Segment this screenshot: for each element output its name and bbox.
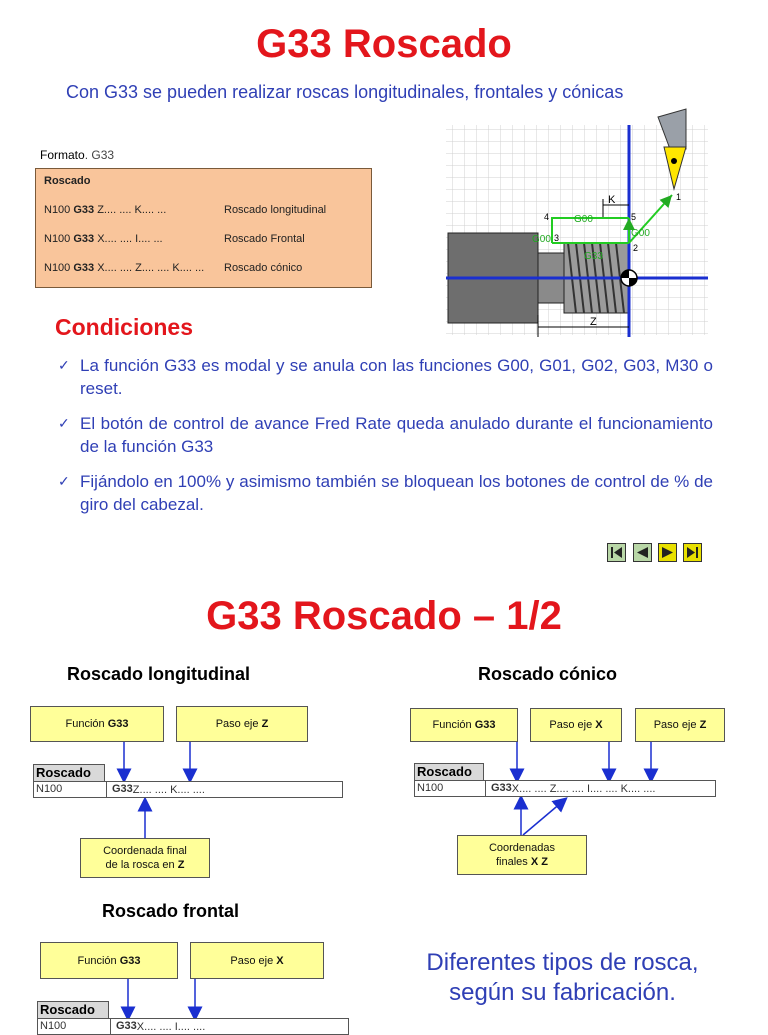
g33-label: G33 — [584, 251, 603, 262]
conico-code-line: N100 G33 X.... .... Z.... .... I.... .... K.... .... — [414, 780, 716, 797]
check-icon: ✓ — [58, 415, 70, 431]
check-icon: ✓ — [58, 473, 70, 489]
check-icon: ✓ — [58, 357, 70, 373]
conico-heading: Roscado cónico — [478, 664, 618, 684]
format-box-header: Roscado — [44, 175, 91, 187]
format-row-1-desc: Roscado longitudinal — [224, 204, 327, 216]
frontal-roscado-label: Roscado — [37, 1001, 109, 1018]
frontal-funcion-box: Función G33 — [40, 942, 178, 979]
conditions-title: Condiciones — [55, 314, 194, 340]
point-1-label: 1 — [676, 192, 682, 202]
conico-coord-box: Coordenadas finales X Z — [457, 835, 587, 875]
g00-right-label: G00 — [631, 228, 650, 239]
point-5-label: 5 — [631, 212, 637, 222]
conico-roscado-label: Roscado — [414, 763, 484, 780]
longitudinal-coord-box: Coordenada final de la rosca en Z — [80, 838, 210, 878]
format-row-3-desc: Roscado cónico — [224, 262, 303, 274]
k-dimension-label: K — [608, 194, 616, 206]
format-row-3: N100 G33 X.... .... Z.... .... K.... ... — [44, 262, 205, 274]
point-3-label: 3 — [554, 233, 560, 243]
condition-2: ✓ El botón de control de avance Fred Rate queda anulado durante el funcionamiento de la función G33 — [58, 414, 713, 456]
format-row-2: N100 G33 X.... .... I.... ... — [44, 233, 163, 245]
z-dimension-label: Z — [590, 316, 597, 328]
diferentes-tipos-text: Diferentes tipos de rosca, según su fabricación. — [426, 949, 699, 1006]
point-2-label: 2 — [633, 243, 639, 253]
formato-value: . G33 — [84, 148, 115, 162]
format-row-1: N100 G33 Z.... .... K.... ... — [44, 204, 167, 216]
conico-pasoz-box: Paso eje Z — [635, 708, 725, 742]
g00-left-label: G00 — [532, 234, 551, 245]
slide1-title: G33 Roscado — [256, 22, 512, 66]
format-row-2-desc: Roscado Frontal — [224, 233, 305, 245]
frontal-heading: Roscado frontal — [102, 901, 240, 921]
longitudinal-code-line: N100 G33 Z.... .... K.... .... — [33, 781, 343, 798]
formato-word: Formato — [40, 148, 85, 162]
longitudinal-roscado-label: Roscado — [33, 764, 105, 781]
frontal-paso-box: Paso eje X — [190, 942, 324, 979]
conico-funcion-box: Función G33 — [410, 708, 518, 742]
longitudinal-paso-box: Paso eje Z — [176, 706, 308, 742]
longitudinal-funcion-box: Función G33 — [30, 706, 164, 742]
condition-1: ✓ La función G33 es modal y se anula con las funciones G00, G01, G02, G03, M30 o reset. — [58, 356, 713, 398]
longitudinal-heading: Roscado longitudinal — [67, 664, 250, 684]
intro-text: Con G33 se pueden realizar roscas longitudinales, frontales y cónicas — [66, 82, 624, 102]
frontal-code-line: N100 G33 X.... .... I.... .... — [37, 1018, 349, 1035]
conico-pasox-box: Paso eje X — [530, 708, 622, 742]
g00-top-label: G00 — [574, 214, 593, 225]
point-4-label: 4 — [544, 212, 550, 222]
slide2-title: G33 Roscado – 1/2 — [206, 594, 562, 638]
condition-3: ✓ Fijándolo en 100% y asimismo también se bloquean los botones de control de % de giro del cabezal. — [58, 472, 713, 514]
